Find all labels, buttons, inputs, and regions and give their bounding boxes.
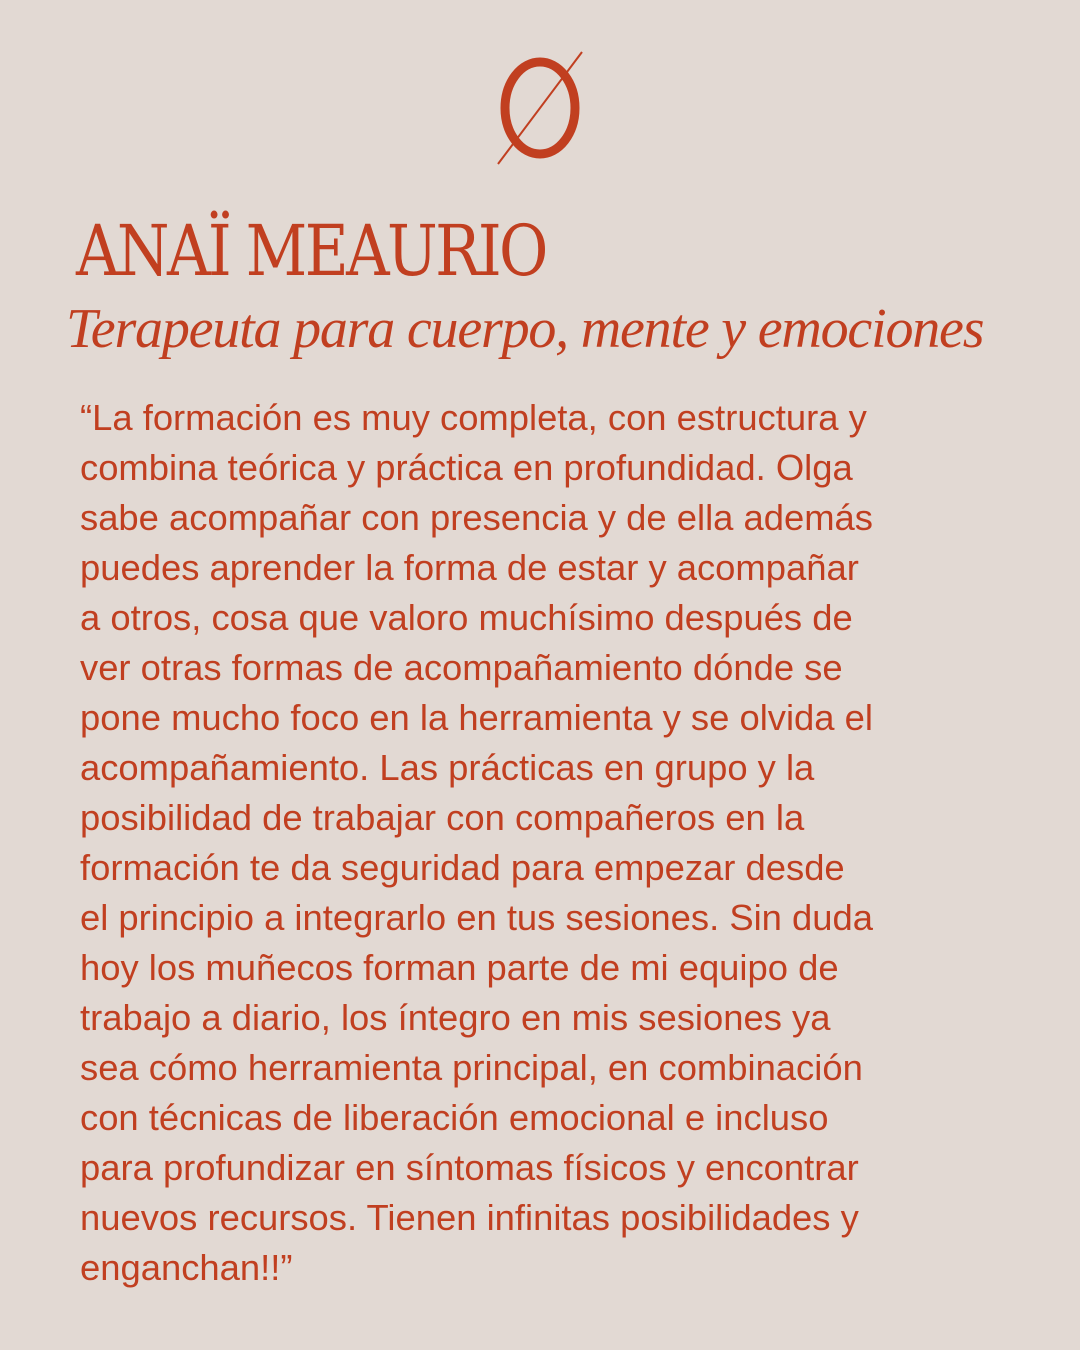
quote-line: sea cómo herramienta principal, en combinación (80, 1047, 863, 1088)
quote-line: hoy los muñecos forman parte de mi equipo de (80, 947, 839, 988)
quote-line: combina teórica y práctica en profundidad. Olga (80, 447, 853, 488)
quote-line: para profundizar en síntomas físicos y encontrar (80, 1147, 859, 1188)
testimonial-quote (80, 393, 1020, 1293)
quote-line: posibilidad de trabajar con compañeros en la (80, 797, 805, 838)
quote-line: a otros, cosa que valoro muchísimo después de (80, 597, 853, 638)
quote-line: trabajo a diario, los íntegro en mis sesiones ya (80, 997, 831, 1038)
quote-line: el principio a integrarlo en tus sesiones. Sin duda (80, 897, 873, 938)
quote-line: con técnicas de liberación emocional e incluso (80, 1097, 829, 1138)
slashed-o-monogram-icon (480, 40, 600, 170)
quote-line: enganchan!!” (80, 1247, 293, 1288)
person-name: ANAÏ MEAURIO (76, 210, 546, 292)
quote-line: nuevos recursos. Tienen infinitas posibilidades y (80, 1197, 859, 1238)
quote-line: acompañamiento. Las prácticas en grupo y la (80, 747, 815, 788)
quote-line: ver otras formas de acompañamiento dónde se (80, 647, 843, 688)
quote-line: formación te da seguridad para empezar desde (80, 847, 845, 888)
quote-line: puedes aprender la forma de estar y acompañar (80, 547, 859, 588)
quote-line: “La formación es muy completa, con estructura y (80, 397, 867, 438)
person-role-subtitle: Terapeuta para cuerpo, mente y emociones (66, 298, 984, 360)
quote-line: pone mucho foco en la herramienta y se olvida el (80, 697, 873, 738)
quote-line: sabe acompañar con presencia y de ella además (80, 497, 873, 538)
